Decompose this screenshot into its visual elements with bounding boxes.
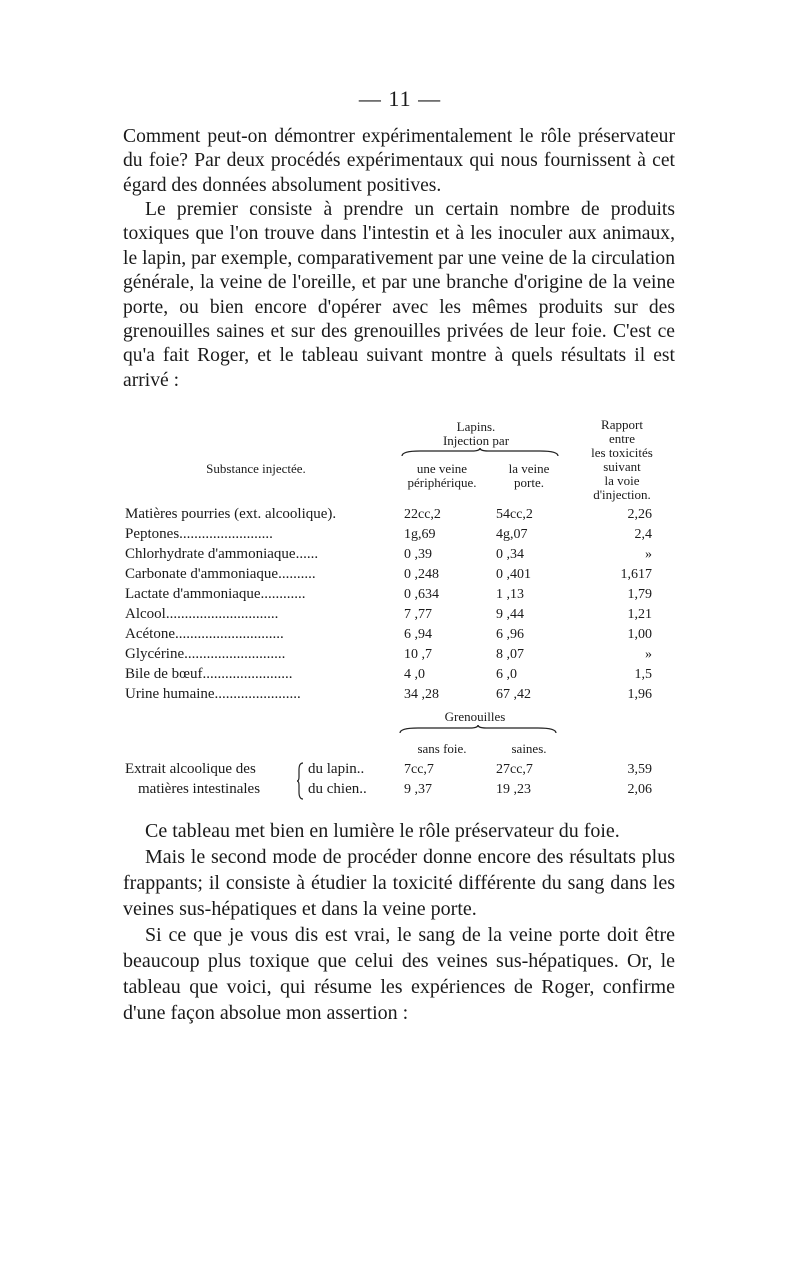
header-rapport-2: entre: [609, 431, 635, 446]
row-ratio: 1,96: [627, 687, 652, 702]
row-ratio: 1,79: [627, 587, 652, 602]
row-ratio: 1,617: [620, 567, 652, 582]
header-sans-foie: sans foie.: [417, 741, 467, 756]
page-number: — 11 —: [358, 86, 442, 111]
row-ratio: 2,4: [634, 527, 652, 542]
paragraph-3: Ce tableau met bien en lumière le rôle préservateur du foie.: [145, 820, 620, 842]
row-label: Chlorhydrate d'ammoniaque......: [125, 546, 319, 562]
header-rapport-6: d'injection.: [593, 487, 651, 502]
grenouilles-brace: [398, 724, 558, 734]
row-value-2: 4g,07: [496, 527, 528, 542]
extrait-row-value-2: 19 ,23: [496, 782, 531, 797]
extrait-label-2: matières intestinales: [138, 781, 261, 797]
header-col2-line2: porte.: [514, 475, 544, 490]
row-label: Acétone.............................: [125, 626, 284, 642]
extrait-row-value-1: 7cc,7: [404, 762, 434, 777]
row-label: Peptones.........................: [125, 526, 273, 542]
header-col1-line2: périphérique.: [407, 475, 477, 490]
row-ratio: »: [645, 547, 652, 562]
paragraph-1: Comment peut-on démontrer expérimentalement le rôle préservateur du foie? Par deux procédés expérimentaux qui nous fournissent à cet égard des données absolument positives.: [123, 126, 675, 196]
header-injection-par: Injection par: [442, 433, 510, 448]
lapins-brace: [400, 447, 560, 457]
row-value-2: 6 ,0: [496, 667, 517, 682]
row-value-1: 22cc,2: [404, 507, 441, 522]
header-rapport-4: suivant: [603, 459, 641, 474]
row-value-2: 8 ,07: [496, 647, 524, 662]
paragraph-5: Si ce que je vous dis est vrai, le sang de la veine porte doit être beaucoup plus toxique que celui des veines sus-hépatiques. Or, le tableau que voici, qui résume les expériences de Roger, confirme d'une façon absolue mon assertion :: [123, 924, 675, 1024]
row-value-2: 0 ,34: [496, 547, 524, 562]
row-label: Lactate d'ammoniaque............: [125, 586, 306, 602]
row-value-1: 1g,69: [404, 527, 436, 542]
row-ratio: 1,21: [627, 607, 652, 622]
row-value-1: 6 ,94: [404, 627, 432, 642]
extrait-row-value-2: 27cc,7: [496, 762, 533, 777]
paragraph-4: Mais le second mode de procéder donne encore des résultats plus frappants; il consiste à étudier la toxicité différente du sang dans les veines sus-hépatiques et dans la veine porte.: [123, 846, 675, 920]
row-ratio: 2,26: [627, 507, 652, 522]
row-value-1: 0 ,248: [404, 567, 439, 582]
row-label: Alcool..............................: [125, 606, 279, 622]
row-label: Matières pourries (ext. alcoolique).: [125, 506, 337, 522]
row-value-2: 0 ,401: [496, 567, 531, 582]
header-col2-line1: la veine: [508, 461, 550, 476]
row-value-2: 1 ,13: [496, 587, 524, 602]
row-value-2: 9 ,44: [496, 607, 524, 622]
header-grenouilles: Grenouilles: [444, 709, 506, 724]
row-value-2: 54cc,2: [496, 507, 533, 522]
header-substance: Substance injectée.: [206, 461, 306, 476]
header-lapins: Lapins.: [456, 419, 496, 434]
header-saines: saines.: [511, 741, 547, 756]
row-label: Glycérine...........................: [125, 646, 286, 662]
row-value-1: 0 ,39: [404, 547, 432, 562]
extrait-row-label: du chien..: [308, 781, 367, 797]
extrait-label-1: Extrait alcoolique des: [125, 761, 256, 777]
extrait-row-label: du lapin..: [308, 761, 365, 777]
row-ratio: »: [645, 647, 652, 662]
row-value-2: 6 ,96: [496, 627, 524, 642]
row-label: Bile de bœuf........................: [125, 666, 293, 682]
header-col1-line1: une veine: [416, 461, 468, 476]
header-rapport-3: les toxicités: [591, 445, 653, 460]
extrait-row-value-1: 9 ,37: [404, 782, 432, 797]
row-label: Urine humaine.......................: [125, 686, 301, 702]
header-rapport-1: Rapport: [601, 417, 643, 432]
paragraph-2: Le premier consiste à prendre un certain nombre de produits toxiques que l'on trouve dans l'intestin et à les inoculer aux animaux, le lapin, par exemple, comparativement par une veine de la circulation générale, la veine de l'oreille, et par une branche d'origine de la veine porte, ou bien encore d'opérer avec les mêmes produits sur des grenouilles saines et sur des grenouilles privées de leur foie. C'est ce qu'a fait Roger, et le tableau suivant montre à quels résultats il est arrivé :: [123, 199, 675, 391]
extrait-brace: [296, 762, 304, 800]
row-ratio: 1,00: [627, 627, 652, 642]
row-value-1: 0 ,634: [404, 587, 439, 602]
row-value-1: 10 ,7: [404, 647, 432, 662]
row-value-1: 4 ,0: [404, 667, 425, 682]
extrait-row-ratio: 2,06: [627, 782, 652, 797]
row-ratio: 1,5: [634, 667, 652, 682]
header-rapport-5: la voie: [604, 473, 640, 488]
row-value-1: 34 ,28: [404, 687, 439, 702]
extrait-row-ratio: 3,59: [627, 762, 652, 777]
row-value-1: 7 ,77: [404, 607, 432, 622]
row-label: Carbonate d'ammoniaque..........: [125, 566, 316, 582]
row-value-2: 67 ,42: [496, 687, 531, 702]
